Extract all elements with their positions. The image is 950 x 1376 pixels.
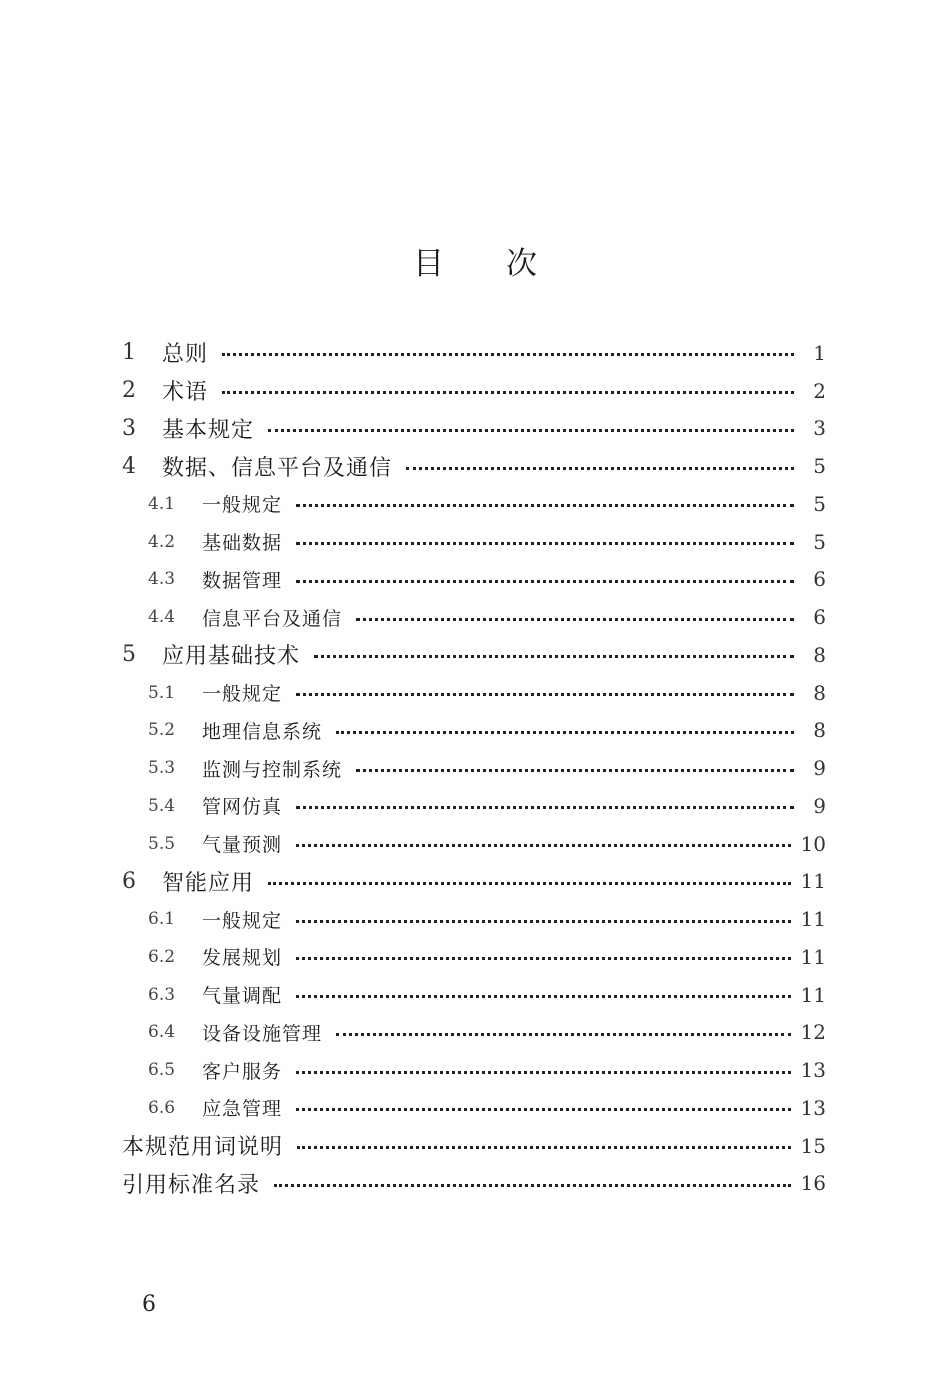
toc-entry-number: 5.5 (148, 833, 176, 854)
toc-entry-page: 2 (813, 378, 826, 403)
dot-leader (296, 1071, 791, 1074)
dot-leader (296, 504, 794, 507)
toc-entry[interactable] (122, 976, 826, 1014)
dot-leader (296, 1108, 791, 1111)
toc-entry-number: 5.4 (148, 795, 176, 816)
toc-entry-page: 11 (800, 982, 826, 1007)
toc-entry-page: 15 (800, 1133, 826, 1158)
toc-entry-label: 术语 (162, 380, 209, 406)
toc-entry-label: 气量预测 (202, 834, 283, 857)
dot-leader (296, 844, 791, 847)
dot-leader (406, 467, 794, 470)
dot-leader (296, 920, 791, 923)
dot-leader (356, 618, 794, 621)
toc-entry-page: 5 (813, 529, 826, 554)
toc-entry-number: 2 (122, 378, 136, 404)
toc-entry-number: 5.3 (148, 758, 176, 779)
toc-entry-page: 3 (813, 416, 826, 441)
dot-leader (336, 1033, 791, 1036)
toc-entry[interactable] (122, 712, 826, 750)
dot-leader (296, 580, 794, 583)
toc-entry-page: 1 (813, 340, 826, 365)
toc-entry-label: 一般规定 (202, 909, 283, 932)
toc-entry[interactable] (122, 334, 826, 372)
toc-entry[interactable] (122, 598, 826, 636)
toc-entry[interactable] (122, 863, 826, 901)
dot-leader (314, 655, 794, 658)
toc-entry-page: 8 (813, 642, 826, 667)
toc-entry-label: 设备设施管理 (202, 1022, 323, 1045)
toc-entry[interactable] (122, 1127, 826, 1165)
toc-entry-number: 4 (122, 453, 136, 479)
table-of-contents (122, 334, 826, 1202)
page-number: 6 (142, 1292, 156, 1317)
toc-entry-label: 数据、信息平台及通信 (162, 455, 393, 481)
toc-entry-label: 本规范用词说明 (122, 1135, 284, 1161)
toc-entry-number: 5.1 (148, 682, 176, 703)
toc-entry-label: 气量调配 (202, 985, 283, 1008)
toc-entry[interactable] (122, 636, 826, 674)
toc-entry-label: 管网仿真 (202, 796, 283, 819)
toc-entry-label: 发展规划 (202, 947, 283, 970)
toc-entry-page: 8 (813, 718, 826, 743)
toc-entry-number: 6.1 (148, 909, 176, 930)
toc-entry[interactable] (122, 1051, 826, 1089)
toc-entry-page: 9 (813, 793, 826, 818)
toc-entry[interactable] (122, 900, 826, 938)
toc-entry-page: 6 (813, 567, 826, 592)
dot-leader (222, 353, 794, 356)
toc-entry-label: 总则 (162, 342, 209, 368)
dot-leader (356, 769, 794, 772)
toc-entry-label: 地理信息系统 (202, 720, 323, 743)
dot-leader (268, 429, 794, 432)
toc-entry[interactable] (122, 561, 826, 599)
toc-entry-label: 数据管理 (202, 569, 283, 592)
toc-entry-number: 6.6 (148, 1097, 176, 1118)
toc-entry-page: 9 (813, 756, 826, 781)
toc-entry-number: 4.2 (148, 531, 176, 552)
toc-entry-number: 5.2 (148, 720, 176, 741)
toc-entry-label: 客户服务 (202, 1060, 283, 1083)
toc-entry[interactable] (122, 410, 826, 448)
toc-entry-label: 基本规定 (162, 417, 255, 443)
dot-leader (297, 1146, 791, 1149)
toc-entry[interactable] (122, 523, 826, 561)
toc-entry-page: 10 (800, 831, 826, 856)
toc-entry-number: 6 (122, 868, 136, 894)
toc-entry-number: 1 (122, 340, 136, 366)
dot-leader (296, 957, 791, 960)
dot-leader (296, 693, 794, 696)
toc-entry-number: 6.5 (148, 1060, 176, 1081)
toc-entry-number: 4.3 (148, 569, 176, 590)
toc-entry[interactable] (122, 1165, 826, 1203)
toc-entry-number: 4.4 (148, 607, 176, 628)
dot-leader (296, 542, 794, 545)
toc-entry[interactable] (122, 447, 826, 485)
toc-entry-label: 一般规定 (202, 494, 283, 517)
toc-entry-number: 6.4 (148, 1022, 176, 1043)
toc-entry[interactable] (122, 787, 826, 825)
toc-entry-label: 监测与控制系统 (202, 758, 343, 781)
toc-entry[interactable] (122, 938, 826, 976)
dot-leader (268, 882, 791, 885)
dot-leader (274, 1184, 791, 1187)
toc-entry[interactable] (122, 674, 826, 712)
toc-entry-label: 引用标准名录 (122, 1172, 261, 1198)
toc-entry[interactable] (122, 485, 826, 523)
toc-entry-page: 12 (800, 1020, 826, 1045)
toc-entry-label: 基础数据 (202, 532, 283, 555)
dot-leader (222, 391, 794, 394)
toc-entry-label: 一般规定 (202, 683, 283, 706)
page-title: 目 次 (413, 246, 537, 282)
toc-entry[interactable] (122, 825, 826, 863)
toc-entry-number: 6.2 (148, 946, 176, 967)
toc-entry-number: 4.1 (148, 493, 176, 514)
toc-entry-page: 11 (800, 907, 826, 932)
toc-entry[interactable] (122, 1014, 826, 1052)
toc-entry-page: 16 (800, 1171, 826, 1196)
dot-leader (296, 806, 794, 809)
toc-entry-page: 13 (800, 1095, 826, 1120)
toc-entry-page: 5 (813, 491, 826, 516)
toc-entry-label: 应用基础技术 (162, 644, 301, 670)
dot-leader (296, 995, 791, 998)
toc-entry-label: 智能应用 (162, 870, 255, 896)
toc-entry-number: 6.3 (148, 984, 176, 1005)
toc-entry-label: 信息平台及通信 (202, 607, 343, 630)
toc-entry-page: 13 (800, 1058, 826, 1083)
toc-entry-label: 应急管理 (202, 1098, 283, 1121)
toc-entry[interactable] (122, 749, 826, 787)
toc-entry-number: 3 (122, 415, 136, 441)
toc-entry-number: 5 (122, 642, 136, 668)
dot-leader (336, 731, 794, 734)
toc-entry-page: 11 (800, 869, 826, 894)
toc-entry-page: 8 (813, 680, 826, 705)
toc-entry[interactable] (122, 372, 826, 410)
toc-entry-page: 11 (800, 944, 826, 969)
toc-entry-page: 5 (813, 454, 826, 479)
toc-entry-page: 6 (813, 605, 826, 630)
toc-entry[interactable] (122, 1089, 826, 1127)
